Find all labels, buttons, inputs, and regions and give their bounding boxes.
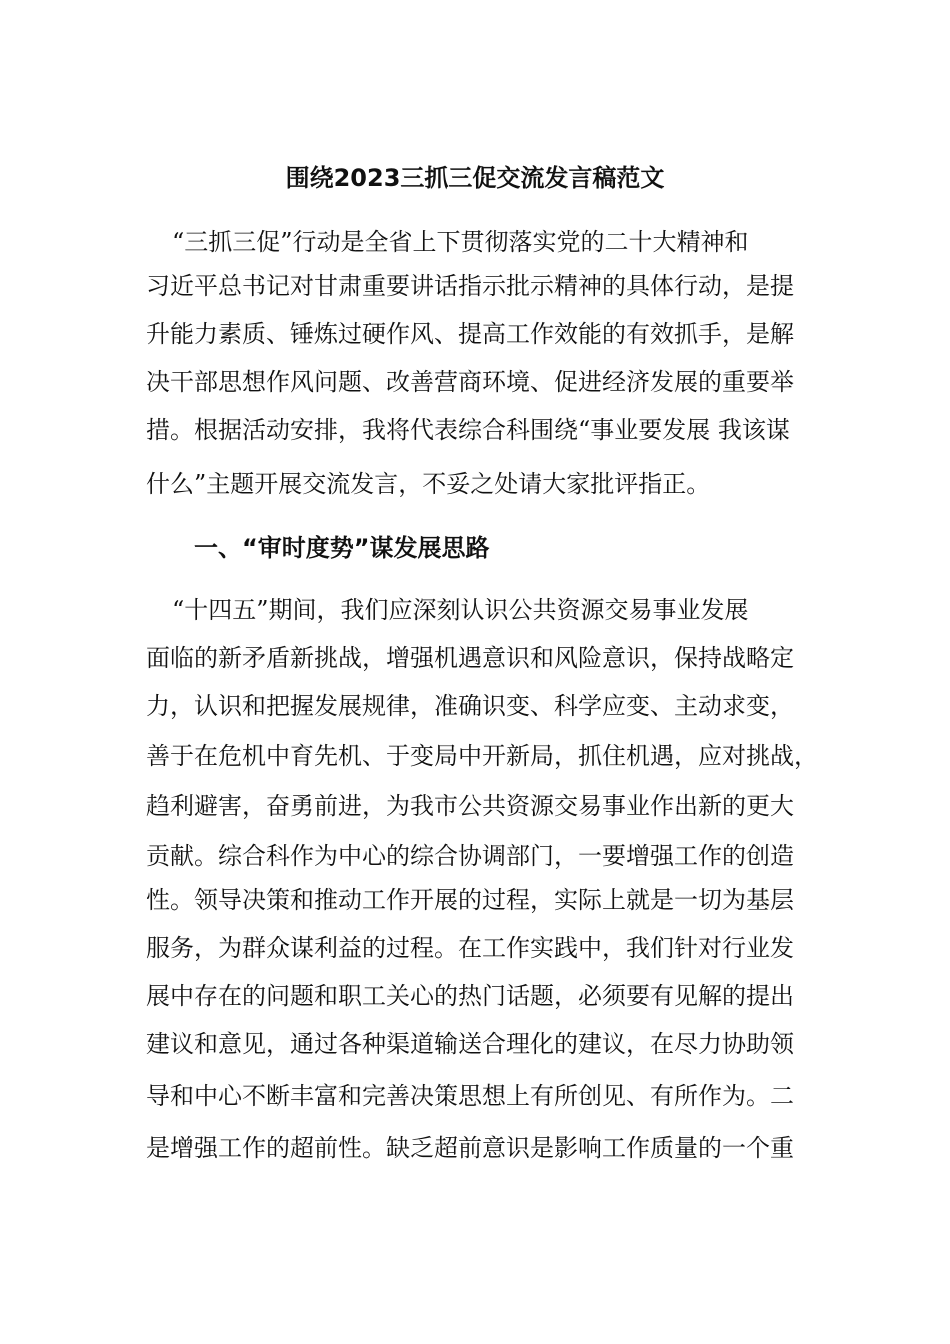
paragraph-1-line-3: 升能力素质、锤炼过硬作风、提高工作效能的有效抓手，是解 xyxy=(146,320,794,348)
paragraph-2-line-1: “十四五”期间，我们应深刻认识公共资源交易事业发展 xyxy=(172,596,749,624)
paragraph-1-line-2: 习近平总书记对甘肃重要讲话指示批示精神的具体行动，是提 xyxy=(146,272,794,300)
section-heading-1: 一、“审时度势”谋发展思路 xyxy=(194,534,490,562)
paragraph-2-line-2: 面临的新矛盾新挑战，增强机遇意识和风险意识，保持战略定 xyxy=(146,644,794,672)
paragraph-1-line-6: 什么”主题开展交流发言，不妥之处请大家批评指正。 xyxy=(146,470,711,498)
paragraph-2-line-6: 贡献。综合科作为中心的综合协调部门，一要增强工作的创造 xyxy=(146,842,794,870)
paragraph-2-line-3: 力，认识和把握发展规律，准确识变、科学应变、主动求变， xyxy=(146,692,794,720)
paragraph-2-line-5: 趋利避害，奋勇前进，为我市公共资源交易事业作出新的更大 xyxy=(146,792,794,820)
paragraph-2-line-7: 性。领导决策和推动工作开展的过程，实际上就是一切为基层 xyxy=(146,886,794,914)
paragraph-2-line-11: 导和中心不断丰富和完善决策思想上有所创见、有所作为。二 xyxy=(146,1082,794,1110)
paragraph-2-line-12: 是增强工作的超前性。缺乏超前意识是影响工作质量的一个重 xyxy=(146,1134,794,1162)
paragraph-1-line-4: 决干部思想作风问题、改善营商环境、促进经济发展的重要举 xyxy=(146,368,794,396)
paragraph-1-line-1: “三抓三促”行动是全省上下贯彻落实党的二十大精神和 xyxy=(172,228,749,256)
paragraph-2-line-10: 建议和意见，通过各种渠道输送合理化的建议，在尽力协助领 xyxy=(146,1030,794,1058)
paragraph-1-line-5: 措。根据活动安排，我将代表综合科围绕“事业要发展 我该谋 xyxy=(146,416,790,444)
document-title: 围绕2023三抓三促交流发言稿范文 xyxy=(285,164,665,192)
paragraph-2-line-9: 展中存在的问题和职工关心的热门话题，必须要有见解的提出 xyxy=(146,982,794,1010)
paragraph-2-line-8: 服务，为群众谋利益的过程。在工作实践中，我们针对行业发 xyxy=(146,934,794,962)
paragraph-2-line-4: 善于在危机中育先机、于变局中开新局，抓住机遇，应对挑战， xyxy=(146,742,818,770)
